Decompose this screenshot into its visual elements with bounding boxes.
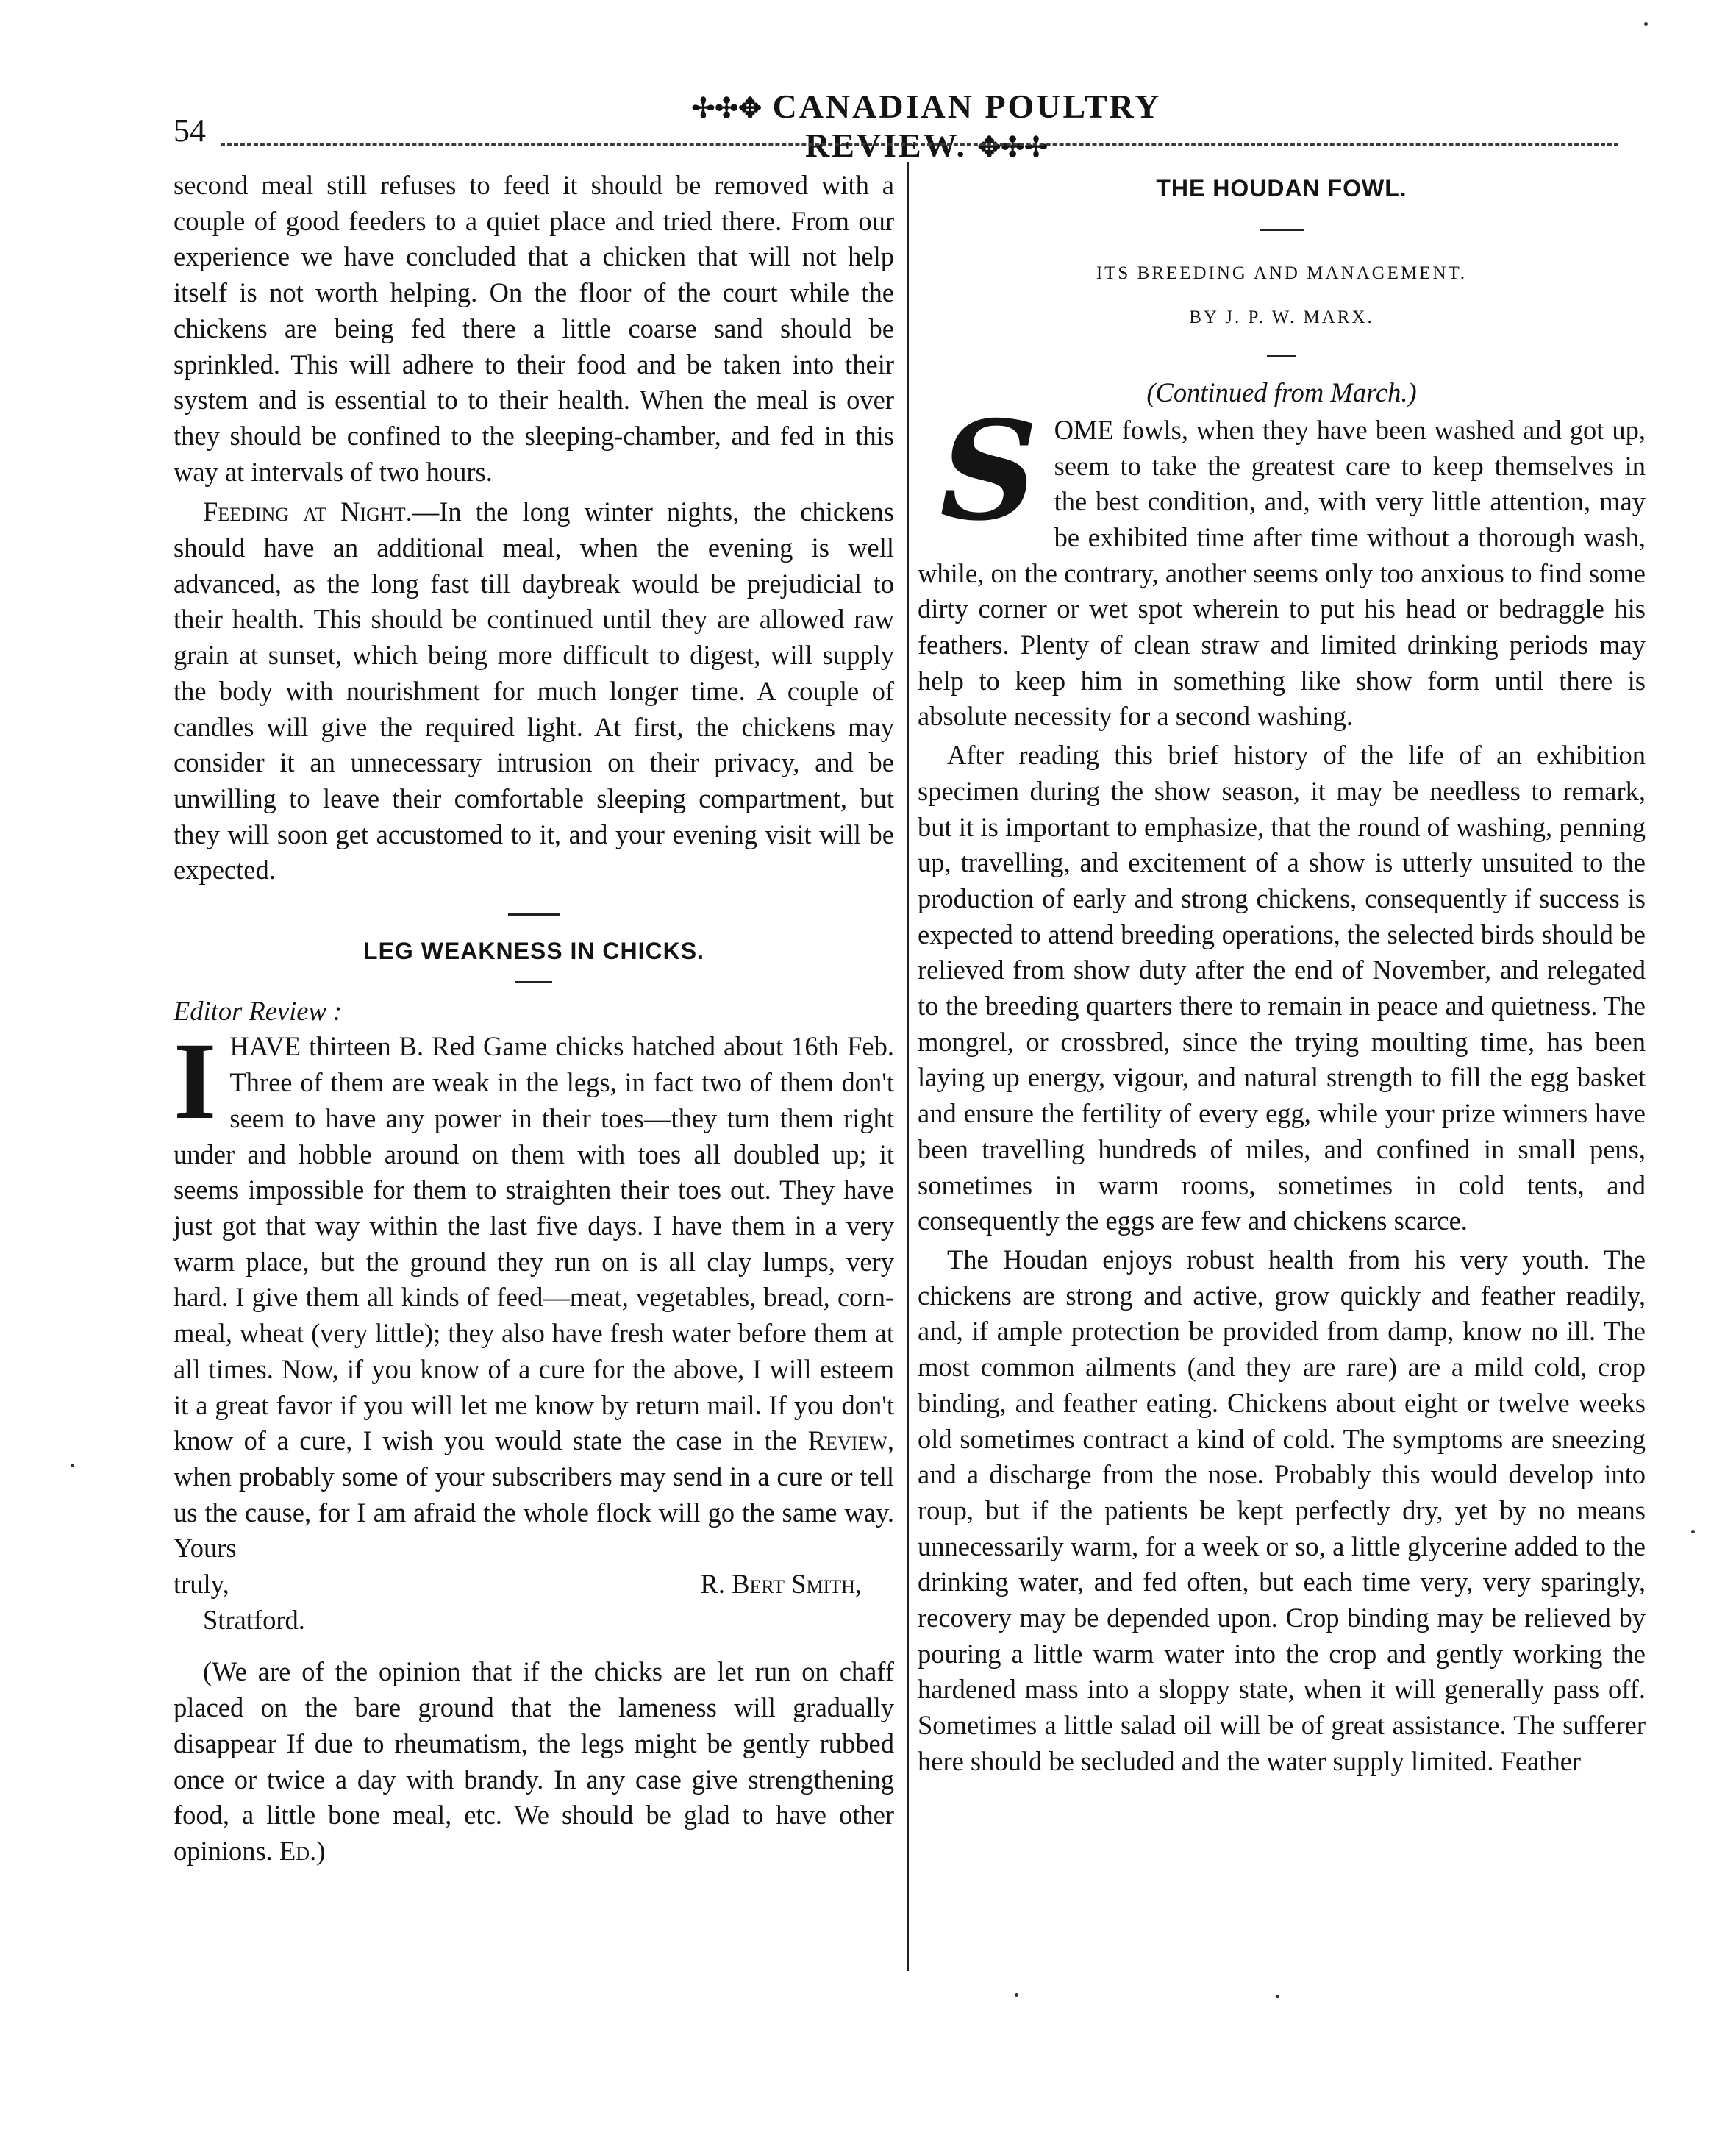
byline-rule (1267, 355, 1296, 357)
editor-note (174, 1654, 894, 1869)
leg-weakness-title: LEG WEAKNESS IN CHICKS. (363, 938, 704, 965)
letter-paragraph (174, 1020, 894, 1567)
signature-row (174, 1567, 894, 1603)
stray-mark (1276, 1995, 1279, 1998)
masthead-ornament-left-icon: ✢✣✥ (691, 93, 762, 124)
salutation: Editor Review : (174, 995, 343, 1026)
houdan-paragraph-2: After reading this brief history of the life of an exhibition specimen during the show season, it may be needless to remark, but it is important to emphasize, that the round of washing, penning up, travelling, and excitement of a show is utterly unsuited to the production of early and strong chickens, consequently if success is expected to attend breeding operations, the selected birds should be relieved from show duty after the end of November, and relegated to the breeding quarters there to remain in peace and quietness. The mongrel, or crossbred, since the trying moulting time, has been laying up energy, vigour, and natural strength to fill the egg basket and ensure the fertility of every egg, while your prize winners have been travelling hundreds of miles, and confined in small pens, sometimes in warm rooms, sometimes in cold tents, and consequently the eggs are few and chickens scarce. (918, 740, 1646, 1236)
letter-body-1: HAVE thirteen B. Red Game chicks hatched about 16th Feb. Three of them are weak in the legs, in fact two of them don't seem to have any power in their toes—they turn them right under and hobble around on them with toes all doubled up; it seems impossible for them to straighten their toes out. They have just got that way within the last five days. I have them in a very warm place, but the ground they run on is all clay lumps, very hard. I give them all kinds of feed—meat, vegetables, bread, corn-meal, wheat (very little); they also have fresh water before them at all times. Now, if you know of a cure for the above, I will esteem it a great favor if you will let me know by return mail. If you don't know of a cure, I wish you would state the case in the (174, 1031, 894, 1456)
masthead (647, 87, 1206, 165)
left-column (174, 168, 894, 1870)
letter-body-2: , when probably some of your subscribers may send in a cure or tell us the cause, for I am afraid the whole flock will go the same way. Yours (174, 1425, 894, 1564)
letter-review-word: Review (807, 1425, 887, 1456)
article-subtitle: ITS BREEDING AND MANAGEMENT. (1096, 263, 1468, 283)
stray-mark (71, 1464, 74, 1467)
letter-dropcap: I (174, 1020, 217, 1143)
title-rule (515, 981, 552, 983)
feeding-body: —In the long winter nights, the chickens should have an additional meal, when the evening is well advanced, as the long fast till daybreak would be prejudicial to their health. This should be continued until they are allowed raw grain at sunset, which being more difficult to digest, will supply the body with nourishment for much longer time. A couple of candles will give the required light. At first, the chickens may consider it an unnecessary intrusion on their privacy, and be unwilling to leave their comfortable sleeping compartment, but they will soon get accustomed to it, and your evening visit will be expected. (174, 496, 894, 886)
editor-note-body: (We are of the opinion that if the chicks are let run on chaff placed on the bare ground that the lameness will gradually disappear If due to rheumatism, the legs might be gently rubbed once or twice a day with brandy. In any case give strengthening food, a little bone meal, etc. We should be glad to have other opinions. (174, 1656, 894, 1866)
masthead-title: CANADIAN POULTRY REVIEW. (772, 88, 1162, 164)
houdan-title: THE HOUDAN FOWL. (1156, 175, 1407, 202)
header-rule (221, 143, 1618, 146)
place: Stratford. (203, 1604, 305, 1635)
feeding-heading: Feeding at Night. (203, 496, 412, 527)
letter-closing: truly, (174, 1569, 229, 1600)
section-rule (508, 913, 560, 916)
right-column (918, 168, 1646, 1780)
houdan-paragraph-3: The Houdan enjoys robust health from his very youth. The chickens are strong and active, grow quickly and feather readily, and, if ample protection be provided from damp, know no ill. The most common ailments (and they are rare) are a mild cold, crop binding, and feather eating. Chickens about eight or twelve weeks old sometimes contract a kind of cold. The symptoms are sneezing and a discharge from the nose. Probably this would develop into roup, but if the patients be kept perfectly dry, yet by no means unnecessarily warm, for a week or so, a little glycerine added to the drinking water, and fed often, but each time very, very sparingly, recovery may be depended upon. Crop binding may be relieved by pouring a little warm water into the crop and gently working the hardened mass into a sloppy state, when it will generally pass off. Sometimes a little salad oil will be of great assistance. The sufferer here should be secluded and the water supply limited. Feather (918, 1244, 1646, 1776)
intro-paragraph: second meal still refuses to feed it should be removed with a couple of good feeders to a quiet place and tried there. From our experience we have concluded that a chicken that will not help itself is not worth helping. On the floor of the court while the chickens are being fed there a little coarse sand should be sprinkled. This will adhere to their food and be taken into their system and is essential to to their health. When the meal is over they should be confined to the sleeping-chamber, and fed in this way at intervals of two hours. (174, 170, 894, 487)
masthead-ornament-right-icon: ✥✣✢ (977, 132, 1048, 163)
article-dropcap: S (940, 390, 1038, 551)
title-rule-right (1260, 229, 1304, 231)
feeding-at-night-paragraph (174, 494, 894, 888)
continued-note: (Continued from March.) (1146, 377, 1417, 408)
article-byline: BY J. P. W. MARX. (1189, 307, 1374, 328)
stray-mark (1644, 22, 1648, 26)
page-number: 54 (174, 113, 206, 149)
column-divider (907, 162, 909, 1971)
editor-sign: Ed.) (279, 1835, 326, 1866)
signature: R. Bert Smith, (700, 1569, 862, 1600)
houdan-para1-text: OME fowls, when they have been washed and got up, seem to take the greatest care to keep themselves in the best condition, and, with very little attention, may be exhibited time after time without a thorough wash, while, on the contrary, another seems only too anxious to find some dirty corner or wet spot wherein to put his head or bedraggle his feathers. Plenty of clean straw and limited drinking periods may help to keep him in something like show form until there is absolute necessity for a second washing. (918, 414, 1646, 732)
stray-mark (1691, 1530, 1695, 1533)
stray-mark (1015, 1993, 1018, 1997)
